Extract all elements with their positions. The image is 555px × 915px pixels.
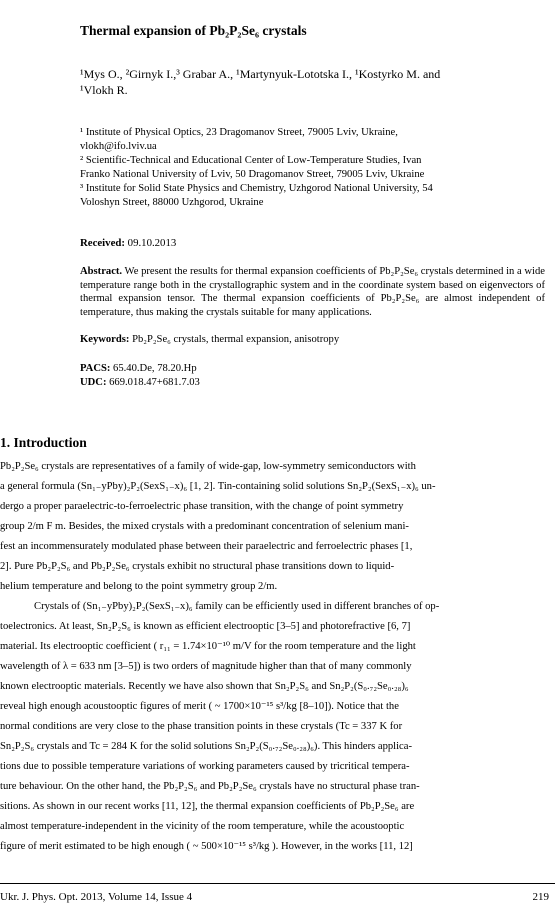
udc-label: UDC:	[80, 377, 107, 388]
affiliation-1-line-1: ¹ Institute of Physical Optics, 23 Dragomanov Street, 79005 Lviv, Ukraine,	[80, 127, 398, 138]
affiliation-2-line-1: ² Scientific-Technical and Educational Center of Low-Temperature Studies, Ivan	[80, 155, 422, 166]
abstract-label: Abstract.	[80, 266, 123, 277]
body-line: Sn₂P₂S₆ crystals and Tc = 284 K for the solid solutions Sn₂P₂(S₀.₇₂Se₀.₂₈)₆). This hinders applica-	[0, 741, 412, 752]
affiliation-1	[80, 126, 545, 153]
abstract-text: We present the results for thermal expansion coefficients of Pb₂P₂Se₆ crystals determined in a wide temperature range both in the crystallographic system and in the coordinate system based on eigenvectors of thermal expansion tensor. The thermal expansion coefficients of Pb₂P₂Se₆ are almost independent of temperature, thus making the crystals suitable for many applications.	[80, 266, 545, 318]
body-line: group 2/m F m. Besides, the mixed crystals with a predominant concentration of selenium mani-	[0, 521, 409, 532]
body-line: tions due to possible temperature variations of working parameters caused by tricritical tempera-	[0, 761, 410, 772]
body-line: 2]. Pure Pb₂P₂S₆ and Pb₂P₂Se₆ crystals exhibit no structural phase transitions down to liquid-	[0, 561, 395, 572]
received-label: Received:	[80, 237, 125, 249]
authors-line-1: ¹Mys O., ²Girnyk I.,³ Grabar A., ¹Martynyuk-Lototska I., ¹Kostyrko M. and	[80, 67, 441, 81]
journal-citation: Ukr. J. Phys. Opt. 2013, Volume 14, Issue 4	[0, 891, 193, 903]
keywords-value: Pb₂P₂Se₆ crystals, thermal expansion, anisotropy	[129, 334, 340, 345]
keywords-label: Keywords:	[80, 334, 130, 345]
body-line: wavelength of λ = 633 nm [3–5]) is two orders of magnitude higher than that of many commonly	[0, 661, 412, 672]
footer-divider	[0, 883, 555, 884]
body-line: helium temperature and belong to the point symmetry group 2/m.	[0, 581, 278, 592]
body-line: dergo a proper paraelectric-to-ferroelectric phase transition, with the change of point symmetry	[0, 501, 404, 512]
authors-line-2: ¹Vlokh R.	[80, 83, 128, 97]
section-title-introduction: 1. Introduction	[0, 435, 87, 450]
body-line: fest an incommensurately modulated phase between their paraelectric and ferroelectric phases [1,	[0, 541, 413, 552]
pacs-label: PACS:	[80, 363, 111, 374]
affiliation-2-line-2: Franko National University of Lviv, 50 Dragomanov Street, 79005 Lviv, Ukraine	[80, 168, 425, 180]
body-line: Crystals of (Sn₁₋yPby)₂P₂(SexS₁₋x)₆ family can be efficiently used in different branches of op-	[34, 601, 440, 612]
body-line: normal conditions are very close to the phase transition points in these crystals (Tc = 337 K for	[0, 721, 403, 732]
udc	[80, 376, 200, 390]
body-line: figure of merit estimated to be high enough ( ~ 500×10⁻¹⁵ s³/kg ). However, in the works [11, 12]	[0, 841, 413, 852]
affiliation-3-line-1: ³ Institute for Solid State Physics and Chemistry, Uzhgorod National University, 54	[80, 183, 433, 194]
affiliation-3-line-2: Voloshyn Street, 88000 Uzhgorod, Ukraine	[80, 196, 264, 208]
page-number: 219	[532, 891, 549, 903]
body-line: material. Its electrooptic coefficient ( r₁₁ = 1.74×10⁻¹⁰ m/V for the room temperature and the light	[0, 641, 416, 652]
author-list	[80, 66, 545, 98]
introduction-body	[0, 457, 553, 857]
received-date	[80, 236, 176, 250]
affiliation-email[interactable]: vlokh@ifo.lviv.ua	[80, 140, 157, 152]
body-line: sitions. As shown in our recent works [11, 12], the thermal expansion coefficients of Pb₂P₂Se₆ are	[0, 801, 415, 812]
body-line: ture behaviour. On the other hand, the Pb₂P₂S₆ and Pb₂P₂Se₆ crystals have no structural phase tran-	[0, 781, 420, 792]
body-line: almost temperature-independent in the vicinity of the room temperature, while the acoustooptic	[0, 821, 405, 832]
pacs	[80, 362, 197, 376]
affiliation-2	[80, 154, 545, 181]
received-value: 09.10.2013	[124, 237, 177, 249]
udc-value: 669.018.47+681.7.03	[106, 377, 200, 388]
keywords	[80, 333, 339, 347]
body-line: a general formula (Sn₁₋yPby)₂P₂(SexS₁₋x)₆ [1, 2]. Tin-containing solid solutions Sn₂P₂(SexS₁₋x)₆ un-	[0, 481, 436, 492]
paper-title: Thermal expansion of Pb₂P₂Se₆ crystals	[80, 23, 307, 38]
body-line: Pb₂P₂Se₆ crystals are representatives of a family of wide-gap, low-symmetry semiconductors with	[0, 461, 416, 472]
pacs-value: 65.40.De, 78.20.Hp	[110, 363, 197, 374]
affiliation-3	[80, 182, 545, 209]
abstract	[80, 265, 545, 319]
body-line: known electrooptic materials. Recently we have also shown that Sn₂P₂S₆ and Sn₂P₂(S₀.₇₂Se₀.₂₈)₆	[0, 681, 409, 692]
body-line: toelectronics. At least, Sn₂P₂S₆ is known as efficient electrooptic [3–5] and photorefractive [6, 7]	[0, 621, 411, 632]
body-line: reveal high enough acoustooptic figures of merit ( ~ 1700×10⁻¹⁵ s³/kg [8–10]). Notice that the	[0, 701, 399, 712]
